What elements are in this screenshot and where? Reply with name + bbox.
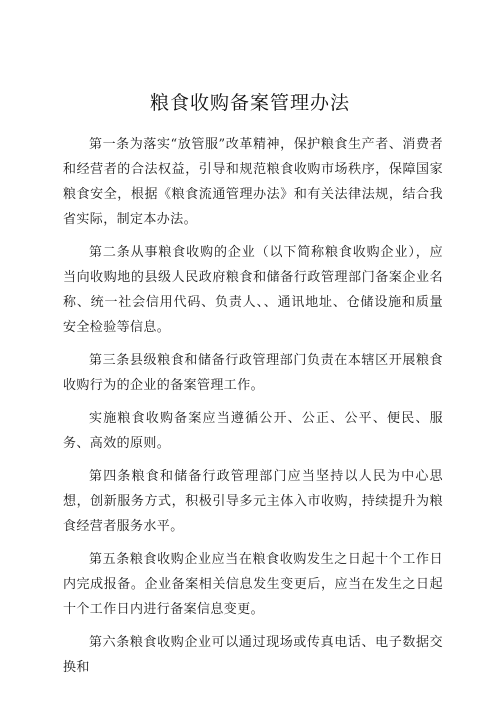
article-6-paragraph: 第六条粮食收购企业可以通过现场或传真电话、电子数据交换和 xyxy=(63,635,443,675)
document-body xyxy=(63,132,443,688)
principles-paragraph: 实施粮食收购备案应当遵循公开、公正、公平、便民、服务、高效的原则。 xyxy=(63,411,443,451)
article-3-paragraph: 第三条县级粮食和储备行政管理部门负责在本辖区开展粮食收购行为的企业的备案管理工作。 xyxy=(63,353,443,393)
article-5-paragraph: 第五条粮食收购企业应当在粮食收购发生之日起十个工作日内完成报备。企业备案相关信息发生变更后，应当在发生之日起十个工作日内进行备案信息变更。 xyxy=(63,552,443,617)
document-title: 粮食收购备案管理办法 xyxy=(149,92,350,114)
article-4-paragraph: 第四条粮食和储备行政管理部门应当坚持以人民为中心思想，创新服务方式，积极引导多元主体入市收购，持续提升为粮食经营者服务水平。 xyxy=(63,469,443,534)
article-2-paragraph: 第二条从事粮食收购的企业（以下简称粮食收购企业），应当向收购地的县级人民政府粮食和储备行政管理部门备案企业名称、统一社会信用代码、负责人、、通讯地址、仓储设施和质量安全检验等信息。 xyxy=(63,245,443,335)
article-1-paragraph: 第一条为落实“放管服”改革精神，保护粮食生产者、消费者和经营者的合法权益，引导和规范粮食收购市场秩序，保障国家粮食安全，根据《粮食流通管理办法》和有关法律法规，结合我省实际，制定本办法。 xyxy=(63,137,443,227)
